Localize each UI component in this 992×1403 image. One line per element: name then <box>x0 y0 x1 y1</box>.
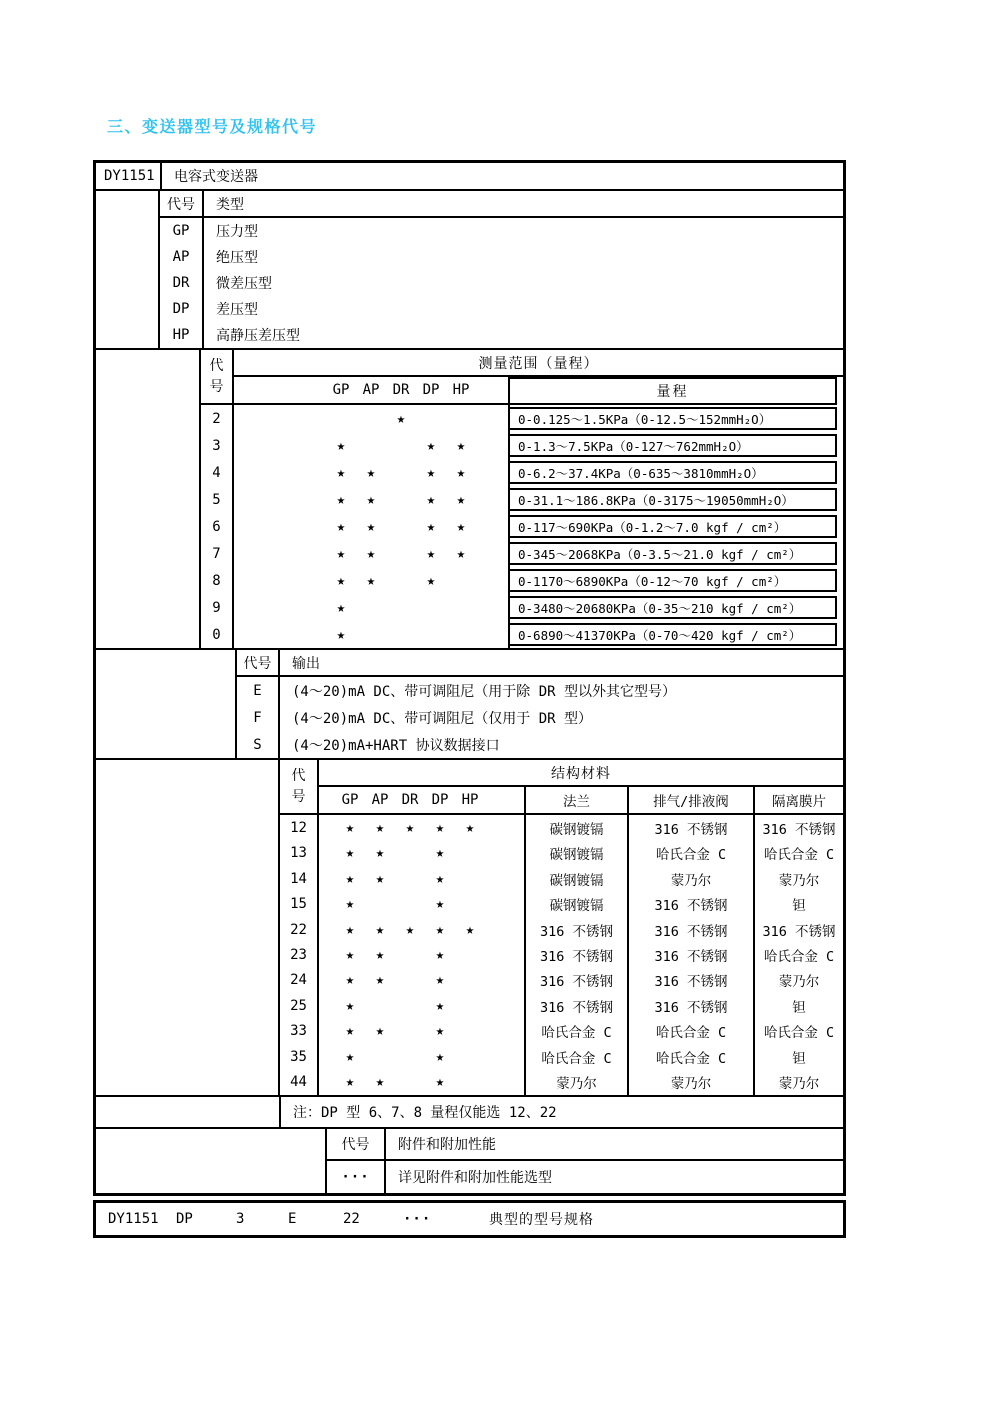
type-column-headers <box>234 377 510 405</box>
code-cell: 23 <box>290 946 307 963</box>
star-icon: ★ <box>336 437 346 454</box>
example-output-code: E <box>288 1211 297 1227</box>
code-header <box>201 350 232 405</box>
accessory-header: 附件和附加性能 <box>398 1137 496 1153</box>
indent-cell <box>96 650 237 758</box>
star-icon: ★ <box>456 464 466 481</box>
flange-material: 哈氏合金 C <box>526 1044 629 1069</box>
code-cell: E <box>237 677 280 704</box>
code-header-line2: 号 <box>291 788 306 805</box>
star-icon: ★ <box>435 997 445 1014</box>
star-strip <box>319 968 526 993</box>
material-subheader-row <box>319 787 843 815</box>
star-icon: ★ <box>375 921 385 938</box>
material-row <box>319 993 843 1018</box>
range-section <box>96 350 843 650</box>
type-column-header: AP <box>362 382 380 398</box>
range-row <box>234 567 843 594</box>
star-icon: ★ <box>366 572 376 589</box>
valve-material: 316 不锈钢 <box>629 815 755 840</box>
model-spec-table <box>93 160 846 1196</box>
code-cell: 12 <box>290 819 307 836</box>
star-icon: ★ <box>345 1048 355 1065</box>
type-rows <box>160 218 843 348</box>
material-row <box>319 1070 843 1095</box>
flange-material: 316 不锈钢 <box>526 917 629 942</box>
star-icon: ★ <box>435 870 445 887</box>
code-cell: 3 <box>212 437 221 454</box>
flange-material: 316 不锈钢 <box>526 993 629 1018</box>
code-cell: 0 <box>212 626 221 643</box>
code-cell: HP <box>160 322 204 348</box>
type-row <box>160 322 843 348</box>
star-icon: ★ <box>375 870 385 887</box>
star-icon: ★ <box>366 545 376 562</box>
star-icon: ★ <box>465 921 475 938</box>
code-cell: 5 <box>212 491 221 508</box>
range-subheader-row <box>234 377 843 405</box>
range-row <box>234 513 843 540</box>
star-icon: ★ <box>435 845 445 862</box>
code-cell: 33 <box>290 1023 307 1040</box>
code-cell: S <box>237 731 280 758</box>
range-rows <box>234 405 843 648</box>
flange-material: 碳钢镀镉 <box>526 815 629 840</box>
code-cell: 14 <box>290 870 307 887</box>
type-column-header: GP <box>341 792 359 808</box>
range-row <box>234 486 843 513</box>
star-strip <box>234 486 510 513</box>
type-row <box>160 244 843 270</box>
star-icon: ★ <box>336 599 346 616</box>
star-icon: ★ <box>336 491 346 508</box>
star-strip <box>234 459 510 486</box>
range-value: 0-6890～41370KPa（0-70～420 kgf / cm²） <box>510 623 837 646</box>
star-icon: ★ <box>336 464 346 481</box>
diaphragm-material: 钽 <box>792 1050 806 1067</box>
page-title: 三、变送器型号及规格代号 <box>107 117 318 136</box>
star-icon: ★ <box>435 1048 445 1065</box>
type-column-header: HP <box>452 382 470 398</box>
label-cell: 绝压型 <box>216 250 258 266</box>
material-row <box>319 866 843 891</box>
range-value: 0-117～690KPa（0-1.2～7.0 kgf / cm²） <box>510 515 837 538</box>
star-icon: ★ <box>345 921 355 938</box>
type-header-row <box>160 191 843 218</box>
range-value: 0-3480～20680KPa（0-35～210 kgf / cm²） <box>510 596 837 619</box>
star-strip <box>319 866 526 891</box>
diaphragm-material: 钽 <box>792 898 806 915</box>
range-column-header: 量程 <box>510 377 837 405</box>
example-accessory-code: ··· <box>403 1211 432 1227</box>
code-cell: GP <box>160 218 204 244</box>
flange-column-header: 法兰 <box>526 787 629 815</box>
accessory-header-row <box>327 1129 843 1161</box>
material-code-column <box>280 760 319 1095</box>
star-icon: ★ <box>336 518 346 535</box>
example-label: 典型的型号规格 <box>489 1212 594 1228</box>
star-icon: ★ <box>345 997 355 1014</box>
range-code-column <box>201 350 234 648</box>
star-icon: ★ <box>366 491 376 508</box>
accessory-rows <box>327 1161 843 1193</box>
diaphragm-material: 哈氏合金 C <box>763 948 835 965</box>
label-cell: (4～20)mA DC、带可调阻尼（仅用于 DR 型） <box>292 710 593 727</box>
note-row <box>96 1097 843 1129</box>
label-cell: 差压型 <box>216 302 258 318</box>
flange-material: 哈氏合金 C <box>526 1019 629 1044</box>
star-icon: ★ <box>375 946 385 963</box>
material-row <box>319 891 843 916</box>
star-icon: ★ <box>375 819 385 836</box>
valve-material: 哈氏合金 C <box>629 1019 755 1044</box>
star-strip <box>319 993 526 1018</box>
star-icon: ★ <box>345 870 355 887</box>
output-row <box>237 677 843 704</box>
star-strip <box>319 942 526 967</box>
code-header: 代号 <box>237 650 280 675</box>
code-cell: 44 <box>290 1074 307 1091</box>
star-icon: ★ <box>366 518 376 535</box>
star-icon: ★ <box>345 819 355 836</box>
star-icon: ★ <box>336 626 346 643</box>
star-icon: ★ <box>345 896 355 913</box>
code-cell: 35 <box>290 1048 307 1065</box>
diaphragm-material: 蒙乃尔 <box>778 1076 820 1093</box>
output-row <box>237 704 843 731</box>
code-cell: 24 <box>290 972 307 989</box>
code-header: 代号 <box>160 191 204 216</box>
star-strip <box>234 540 510 567</box>
star-icon: ★ <box>345 1023 355 1040</box>
valve-column-header: 排气/排液阀 <box>629 787 755 815</box>
diaphragm-material: 哈氏合金 C <box>763 847 835 864</box>
type-header: 类型 <box>216 196 244 213</box>
star-icon: ★ <box>336 545 346 562</box>
label-cell: (4～20)mA+HART 协议数据接口 <box>292 737 500 754</box>
range-value: 0-345～2068KPa（0-3.5～21.0 kgf / cm²） <box>510 542 837 565</box>
star-icon: ★ <box>405 819 415 836</box>
range-row <box>234 405 843 432</box>
output-rows <box>237 677 843 758</box>
material-row <box>319 1019 843 1044</box>
star-icon: ★ <box>375 845 385 862</box>
accessory-row <box>327 1161 843 1193</box>
label-cell: 微差压型 <box>216 276 272 292</box>
star-icon: ★ <box>375 1023 385 1040</box>
valve-material: 316 不锈钢 <box>629 917 755 942</box>
star-icon: ★ <box>435 819 445 836</box>
code-cell: AP <box>160 244 204 270</box>
code-cell: 25 <box>290 997 307 1014</box>
code-header: 代号 <box>327 1129 386 1159</box>
example-model-table <box>93 1200 846 1238</box>
code-cell: 8 <box>212 572 221 589</box>
type-column-header: DP <box>422 382 440 398</box>
flange-material: 碳钢镀镉 <box>526 840 629 865</box>
star-icon: ★ <box>435 972 445 989</box>
star-strip <box>234 513 510 540</box>
material-codes <box>280 815 317 1095</box>
range-codes <box>201 405 232 648</box>
star-icon: ★ <box>456 545 466 562</box>
star-strip <box>234 594 510 621</box>
type-row <box>160 270 843 296</box>
code-header-line2: 号 <box>209 378 224 395</box>
valve-material: 316 不锈钢 <box>629 891 755 916</box>
code-cell: DP <box>160 296 204 322</box>
material-row <box>319 840 843 865</box>
code-cell: 15 <box>290 896 307 913</box>
diaphragm-material: 316 不锈钢 <box>762 923 836 940</box>
star-strip <box>234 567 510 594</box>
range-row <box>234 540 843 567</box>
material-row <box>319 917 843 942</box>
star-icon: ★ <box>426 518 436 535</box>
label-cell: 详见附件和附加性能选型 <box>398 1170 552 1186</box>
code-cell: ··· <box>327 1161 386 1193</box>
output-row <box>237 731 843 758</box>
star-icon: ★ <box>426 545 436 562</box>
type-column-header: DP <box>431 792 449 808</box>
range-row <box>234 621 843 648</box>
flange-material: 316 不锈钢 <box>526 942 629 967</box>
valve-material: 哈氏合金 C <box>629 840 755 865</box>
code-header-line1: 代 <box>291 767 306 784</box>
range-row <box>234 459 843 486</box>
star-icon: ★ <box>345 845 355 862</box>
star-icon: ★ <box>456 437 466 454</box>
code-cell: DR <box>160 270 204 296</box>
flange-material: 碳钢镀镉 <box>526 891 629 916</box>
output-section <box>96 650 843 760</box>
valve-material: 316 不锈钢 <box>629 993 755 1018</box>
indent-cell <box>96 1097 281 1127</box>
star-icon: ★ <box>426 464 436 481</box>
valve-material: 哈氏合金 C <box>629 1044 755 1069</box>
code-cell: 9 <box>212 599 221 616</box>
code-cell: F <box>237 704 280 731</box>
star-icon: ★ <box>426 572 436 589</box>
star-icon: ★ <box>345 972 355 989</box>
range-value: 0-0.125～1.5KPa（0-12.5～152mmH₂O） <box>510 407 837 430</box>
diaphragm-material: 钽 <box>792 999 806 1016</box>
diaphragm-material: 哈氏合金 C <box>763 1025 835 1042</box>
code-cell: 7 <box>212 545 221 562</box>
range-value: 0-31.1～186.8KPa（0-3175～19050mmH₂O） <box>510 488 837 511</box>
material-row <box>319 968 843 993</box>
star-icon: ★ <box>435 946 445 963</box>
star-icon: ★ <box>375 972 385 989</box>
code-cell: 4 <box>212 464 221 481</box>
range-row <box>234 432 843 459</box>
star-icon: ★ <box>345 946 355 963</box>
code-cell: 13 <box>290 845 307 862</box>
star-icon: ★ <box>426 491 436 508</box>
star-icon: ★ <box>435 1023 445 1040</box>
example-model-code: DY1151 <box>108 1211 159 1227</box>
output-header-row <box>237 650 843 677</box>
star-strip <box>319 1019 526 1044</box>
star-strip <box>319 1044 526 1069</box>
indent-cell <box>96 350 201 648</box>
type-column-headers <box>319 787 526 815</box>
range-value: 0-1.3～7.5KPa（0-127～762mmH₂O） <box>510 434 837 457</box>
type-column-header: HP <box>461 792 479 808</box>
type-column-header: DR <box>401 792 419 808</box>
note-text: 注：DP 型 6、7、8 量程仅能选 12、22 <box>293 1105 557 1121</box>
type-row <box>160 296 843 322</box>
indent-cell <box>96 1129 327 1193</box>
label-cell: 高静压差压型 <box>216 328 300 344</box>
range-value: 0-1170～6890KPa（0-12～70 kgf / cm²） <box>510 569 837 592</box>
diaphragm-material: 316 不锈钢 <box>762 821 836 838</box>
star-strip <box>234 621 510 648</box>
star-strip <box>319 815 526 840</box>
diaphragm-column-header: 隔离膜片 <box>755 787 843 815</box>
example-material-code: 22 <box>343 1211 360 1227</box>
star-strip <box>319 917 526 942</box>
code-header-line1: 代 <box>209 357 224 374</box>
type-column-header: GP <box>332 382 350 398</box>
star-icon: ★ <box>465 819 475 836</box>
star-icon: ★ <box>375 1074 385 1091</box>
code-header <box>280 760 317 815</box>
label-cell: 压力型 <box>216 224 258 240</box>
output-header: 输出 <box>292 655 320 672</box>
material-rows <box>319 815 843 1095</box>
accessory-section <box>96 1129 843 1193</box>
star-strip <box>319 1070 526 1095</box>
star-icon: ★ <box>336 572 346 589</box>
star-strip <box>319 891 526 916</box>
material-row <box>319 1044 843 1069</box>
valve-material: 蒙乃尔 <box>629 866 755 891</box>
valve-material: 316 不锈钢 <box>629 942 755 967</box>
star-icon: ★ <box>345 1074 355 1091</box>
flange-material: 316 不锈钢 <box>526 968 629 993</box>
range-row <box>234 594 843 621</box>
star-strip <box>234 405 510 432</box>
type-column-header: AP <box>371 792 389 808</box>
material-row <box>319 815 843 840</box>
star-strip <box>319 840 526 865</box>
model-description: 电容式变送器 <box>174 169 258 185</box>
star-icon: ★ <box>396 410 406 427</box>
flange-material: 碳钢镀镉 <box>526 866 629 891</box>
indent-cell <box>96 191 160 348</box>
star-icon: ★ <box>456 491 466 508</box>
star-icon: ★ <box>456 518 466 535</box>
star-icon: ★ <box>435 1074 445 1091</box>
diaphragm-material: 蒙乃尔 <box>778 974 820 991</box>
code-cell: 2 <box>212 410 221 427</box>
star-icon: ★ <box>426 437 436 454</box>
diaphragm-material: 蒙乃尔 <box>778 872 820 889</box>
material-section <box>96 760 843 1097</box>
model-code: DY1151 <box>96 163 162 189</box>
model-row <box>96 163 843 191</box>
range-value: 0-6.2～37.4KPa（0-635～3810mmH₂O） <box>510 461 837 484</box>
valve-material: 蒙乃尔 <box>629 1070 755 1095</box>
star-icon: ★ <box>435 896 445 913</box>
star-strip <box>234 432 510 459</box>
example-type-code: DP <box>176 1211 193 1227</box>
star-icon: ★ <box>435 921 445 938</box>
code-cell: 22 <box>290 921 307 938</box>
code-cell: 6 <box>212 518 221 535</box>
material-section-title: 结构材料 <box>319 760 843 787</box>
flange-material: 蒙乃尔 <box>526 1070 629 1095</box>
valve-material: 316 不锈钢 <box>629 968 755 993</box>
example-range-code: 3 <box>236 1211 245 1227</box>
range-section-title: 测量范围（量程） <box>234 350 843 377</box>
type-row <box>160 218 843 244</box>
star-icon: ★ <box>405 921 415 938</box>
type-column-header: DR <box>392 382 410 398</box>
label-cell: (4～20)mA DC、带可调阻尼（用于除 DR 型以外其它型号） <box>292 683 677 700</box>
type-section <box>96 191 843 350</box>
indent-cell <box>96 760 280 1095</box>
star-icon: ★ <box>366 464 376 481</box>
material-row <box>319 942 843 967</box>
